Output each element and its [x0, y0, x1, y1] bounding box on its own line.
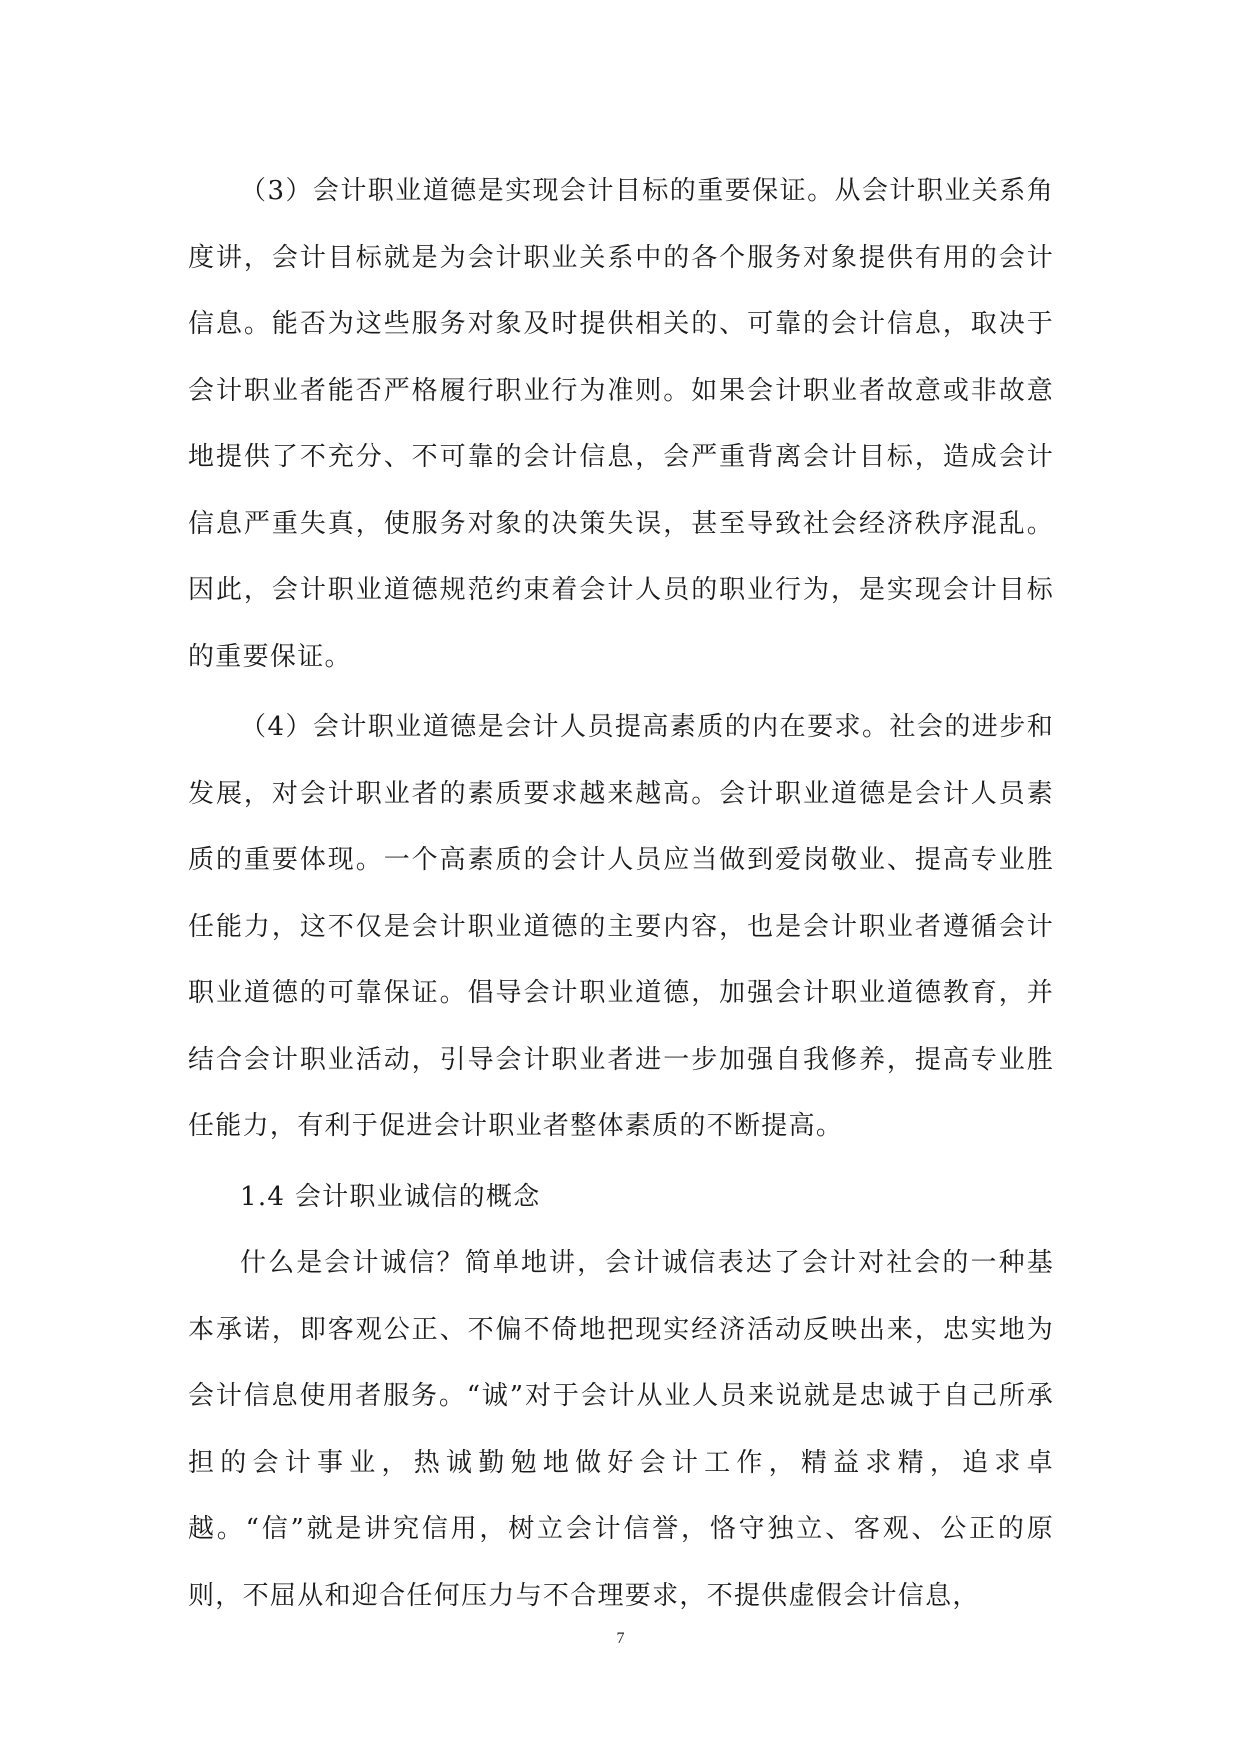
- page-number: 7: [616, 1630, 625, 1647]
- paragraph-accounting-integrity: 什么是会计诚信？简单地讲，会计诚信表达了会计对社会的一种基本承诺，即客观公正、不偏不倚地把现实经济活动反映出来，忠实地为会计信息使用者服务。“诚”对于会计从业人员来说就是忠诚于自己所承担的会计事业，热诚勤勉地做好会计工作，精益求精，追求卓越。“信”就是讲究信用，树立会计信誉，恪守独立、客观、公正的原则，不屈从和迎合任何压力与不合理要求，不提供虚假会计信息，: [188, 1248, 1054, 1611]
- page-body: [188, 158, 1054, 1633]
- section-heading: 1.4 会计职业诚信的概念: [240, 1181, 541, 1212]
- paragraph-professional-ethics-quality: （4）会计职业道德是会计人员提高素质的内在要求。社会的进步和发展，对会计职业者的素质要求越来越高。会计职业道德是会计人员素质的重要体现。一个高素质的会计人员应当做到爱岗敬业、提高专业胜任能力，这不仅是会计职业道德的主要内容，也是会计职业者遵循会计职业道德的可靠保证。倡导会计职业道德，加强会计职业道德教育，并结合会计职业活动，引导会计职业者进一步加强自我修养，提高专业胜任能力，有利于促进会计职业者整体素质的不断提高。: [188, 712, 1054, 1141]
- paragraph-professional-ethics-goal: （3）会计职业道德是实现会计目标的重要保证。从会计职业关系角度讲，会计目标就是为会计职业关系中的各个服务对象提供有用的会计信息。能否为这些服务对象及时提供相关的、可靠的会计信息，取决于会计职业者能否严格履行职业行为准则。如果会计职业者故意或非故意地提供了不充分、不可靠的会计信息，会严重背离会计目标，造成会计信息严重失真，使服务对象的决策失误，甚至导致社会经济秩序混乱。因此，会计职业道德规范约束着会计人员的职业行为，是实现会计目标的重要保证。: [188, 176, 1054, 672]
